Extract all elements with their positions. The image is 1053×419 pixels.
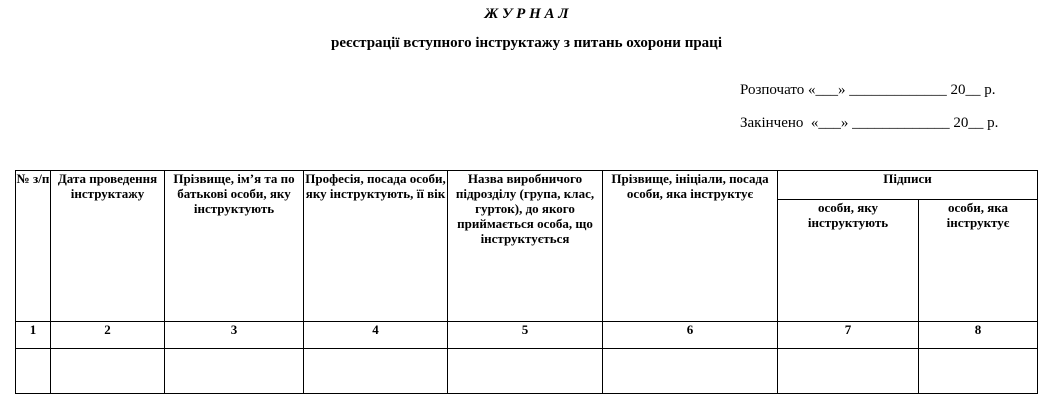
empty-cell	[304, 349, 448, 394]
column-number: 6	[603, 322, 778, 349]
empty-cell	[919, 349, 1038, 394]
header-signature-instructor: особи, яка інструктує	[919, 200, 1038, 322]
empty-cell	[16, 349, 51, 394]
table-row	[16, 349, 1038, 394]
header-signatures: Підписи	[778, 171, 1038, 200]
empty-cell	[448, 349, 603, 394]
header-instructor: Прізвище, ініціали, посада особи, яка інструктує	[603, 171, 778, 322]
column-number: 8	[919, 322, 1038, 349]
empty-cell	[51, 349, 165, 394]
finished-date-line: Закінчено «___» _____________ 20__ р.	[740, 115, 999, 131]
header-number: № з/п	[16, 171, 51, 322]
header-date: Дата проведення інструктажу	[51, 171, 165, 322]
journal-table	[15, 170, 1038, 394]
column-number-row	[16, 322, 1038, 349]
empty-cell	[778, 349, 919, 394]
column-number: 3	[165, 322, 304, 349]
header-full-name: Прізвище, ім’я та по батькові особи, яку інструктують	[165, 171, 304, 322]
column-number: 2	[51, 322, 165, 349]
started-date-line: Розпочато «___» _____________ 20__ р.	[740, 82, 996, 98]
column-number: 1	[16, 322, 51, 349]
header-signature-instructed: особи, яку інструктують	[778, 200, 919, 322]
journal-subtitle: реєстрації вступного інструктажу з питань охорони праці	[331, 35, 722, 51]
empty-cell	[165, 349, 304, 394]
empty-cell	[603, 349, 778, 394]
header-department: Назва виробничого підрозділу (група, клас, гурток), до якого приймається особа, що інструктується	[448, 171, 603, 322]
column-number: 5	[448, 322, 603, 349]
header-profession: Професія, посада особи, яку інструктують, її вік	[304, 171, 448, 322]
column-number: 7	[778, 322, 919, 349]
journal-title: Ж У Р Н А Л	[484, 6, 569, 22]
column-number: 4	[304, 322, 448, 349]
